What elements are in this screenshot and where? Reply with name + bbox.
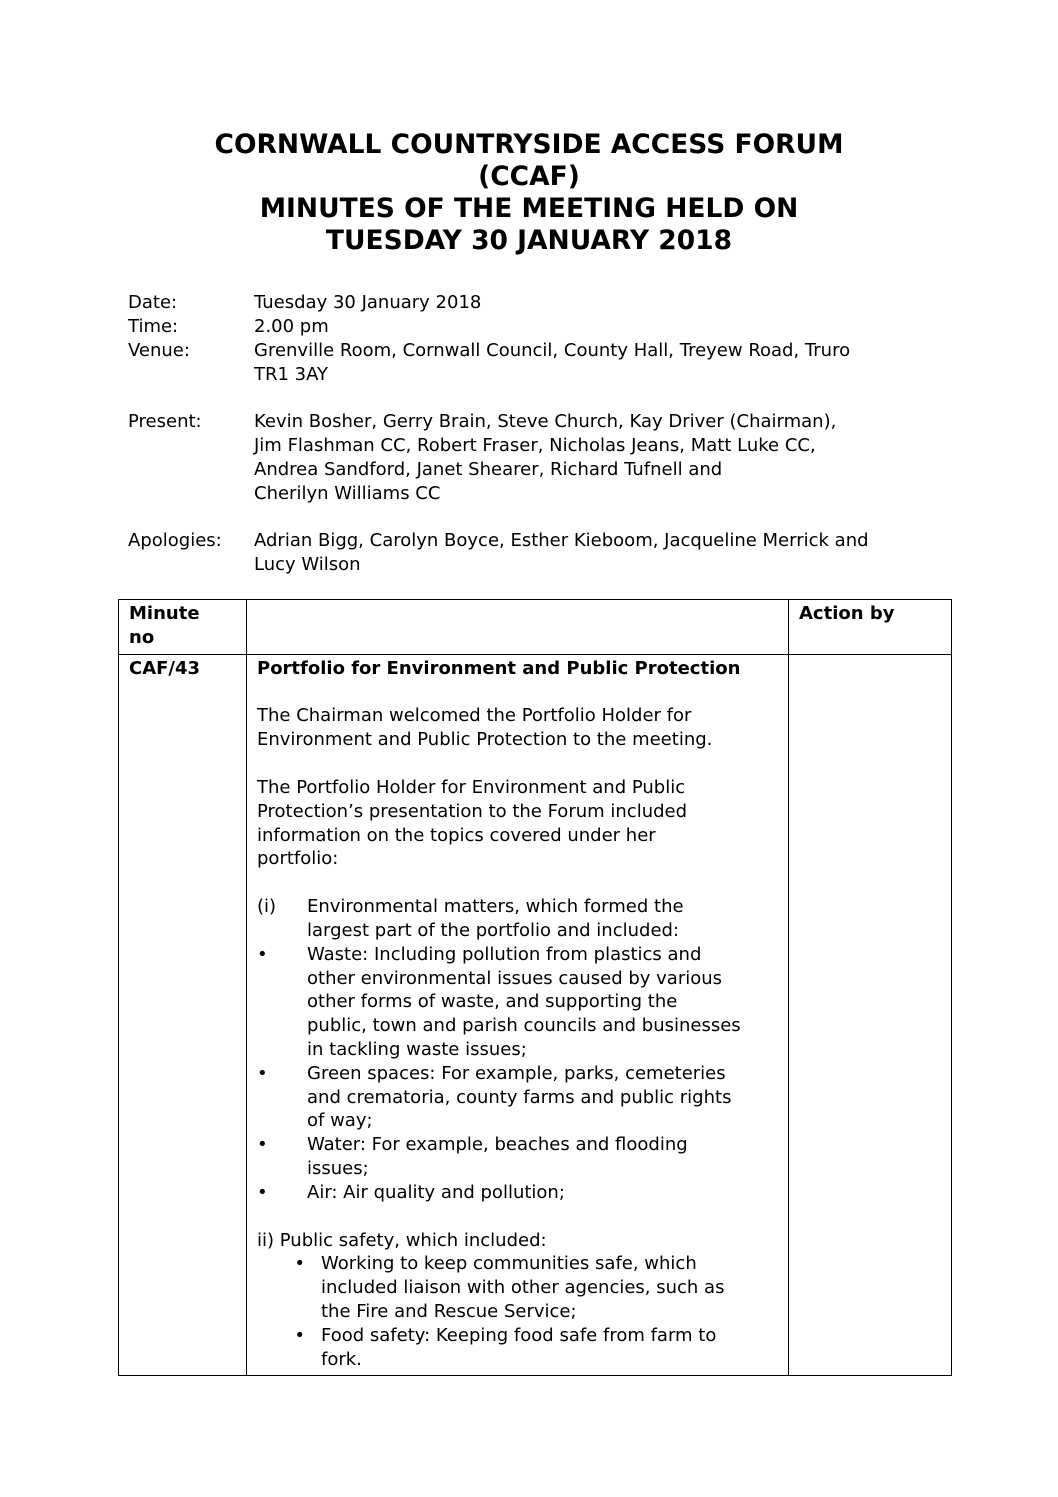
time-label: Time: (128, 316, 179, 337)
title-line-2: (CCAF) (478, 161, 580, 192)
list-marker: (i) (257, 896, 277, 918)
bullet-icon: • (257, 1134, 268, 1156)
minute-no-cell: CAF/43 (119, 654, 247, 1376)
title-line-4: TUESDAY 30 JANUARY 2018 (325, 225, 733, 256)
bullet-icon: • (257, 1062, 268, 1084)
minutes-table (118, 599, 952, 1376)
date-label: Date: (128, 292, 178, 313)
date-value: Tuesday 30 January 2018 (254, 292, 482, 313)
apologies-row (128, 529, 948, 577)
list-item: • Green spaces: For example, parks, cemeteries and crematoria, county farms and public rights of way; (257, 1062, 732, 1132)
list-item: • Waste: Including pollution from plastics and other environmental issues caused by various other forms of waste, and supporting the public, town and parish councils and businesses in tackling waste issues; (257, 943, 741, 1060)
minute-no-header: Minute no (119, 600, 247, 655)
time-value: 2.00 pm (254, 316, 329, 337)
bullet-icon: • (294, 1253, 305, 1275)
sub-heading: ii) Public safety, which included: (257, 1229, 547, 1251)
bullet-icon: • (257, 943, 268, 965)
action-by-cell (789, 654, 952, 1376)
time-row (128, 315, 948, 339)
present-line: Kevin Bosher, Gerry Brain, Steve Church, Kay Driver (Chairman), (254, 411, 837, 432)
list-item: • Air: Air quality and pollution; (257, 1181, 565, 1203)
apologies-line: Lucy Wilson (254, 554, 361, 575)
title-line-3: MINUTES OF THE MEETING HELD ON (259, 193, 799, 224)
list-item: • Working to keep communities safe, which included liaison with other agencies, such as the Fire and Rescue Service; (257, 1252, 778, 1323)
venue-line: Grenville Room, Cornwall Council, County Hall, Treyew Road, Truro (254, 340, 851, 361)
meeting-details (128, 291, 948, 387)
bullet-icon: • (294, 1324, 305, 1346)
apologies-line: Adrian Bigg, Carolyn Boyce, Esther Kieboom, Jacqueline Merrick and (254, 530, 869, 551)
date-row (128, 291, 948, 315)
action-by-header: Action by (789, 600, 952, 655)
present-line: Cherilyn Williams CC (254, 483, 441, 504)
blank-header (247, 600, 789, 655)
title-line-1: CORNWALL COUNTRYSIDE ACCESS FORUM (214, 129, 844, 160)
paragraph: The Chairman welcomed the Portfolio Holder for Environment and Public Protection to the meeting. (257, 705, 713, 751)
list-item: • Water: For example, beaches and flooding issues; (257, 1134, 688, 1179)
paragraph: The Portfolio Holder for Environment and Public Protection’s presentation to the Forum included information on the topics covered under her portfolio: (257, 776, 688, 870)
minute-content-cell (247, 654, 789, 1376)
present-row (128, 410, 948, 506)
table-header-row (119, 600, 952, 655)
bullet-icon: • (257, 1181, 268, 1203)
apologies-label: Apologies: (128, 530, 222, 551)
list-item: • Food safety: Keeping food safe from farm to fork. (257, 1324, 778, 1372)
present-line: Andrea Sandford, Janet Shearer, Richard Tufnell and (254, 459, 723, 480)
attendance (128, 410, 948, 506)
venue-value (254, 339, 948, 387)
document-title (0, 129, 1058, 257)
list-item: (i) Environmental matters, which formed the largest part of the portfolio and included: (257, 896, 684, 941)
present-value (254, 410, 948, 506)
venue-row (128, 339, 948, 387)
venue-line: TR1 3AY (254, 364, 329, 385)
table-row (119, 654, 952, 1376)
present-label: Present: (128, 411, 202, 432)
apologies (128, 529, 948, 577)
present-line: Jim Flashman CC, Robert Fraser, Nicholas Jeans, Matt Luke CC, (254, 435, 816, 456)
item-heading: Portfolio for Environment and Public Protection (257, 657, 741, 679)
apologies-value (254, 529, 948, 577)
venue-label: Venue: (128, 340, 190, 361)
